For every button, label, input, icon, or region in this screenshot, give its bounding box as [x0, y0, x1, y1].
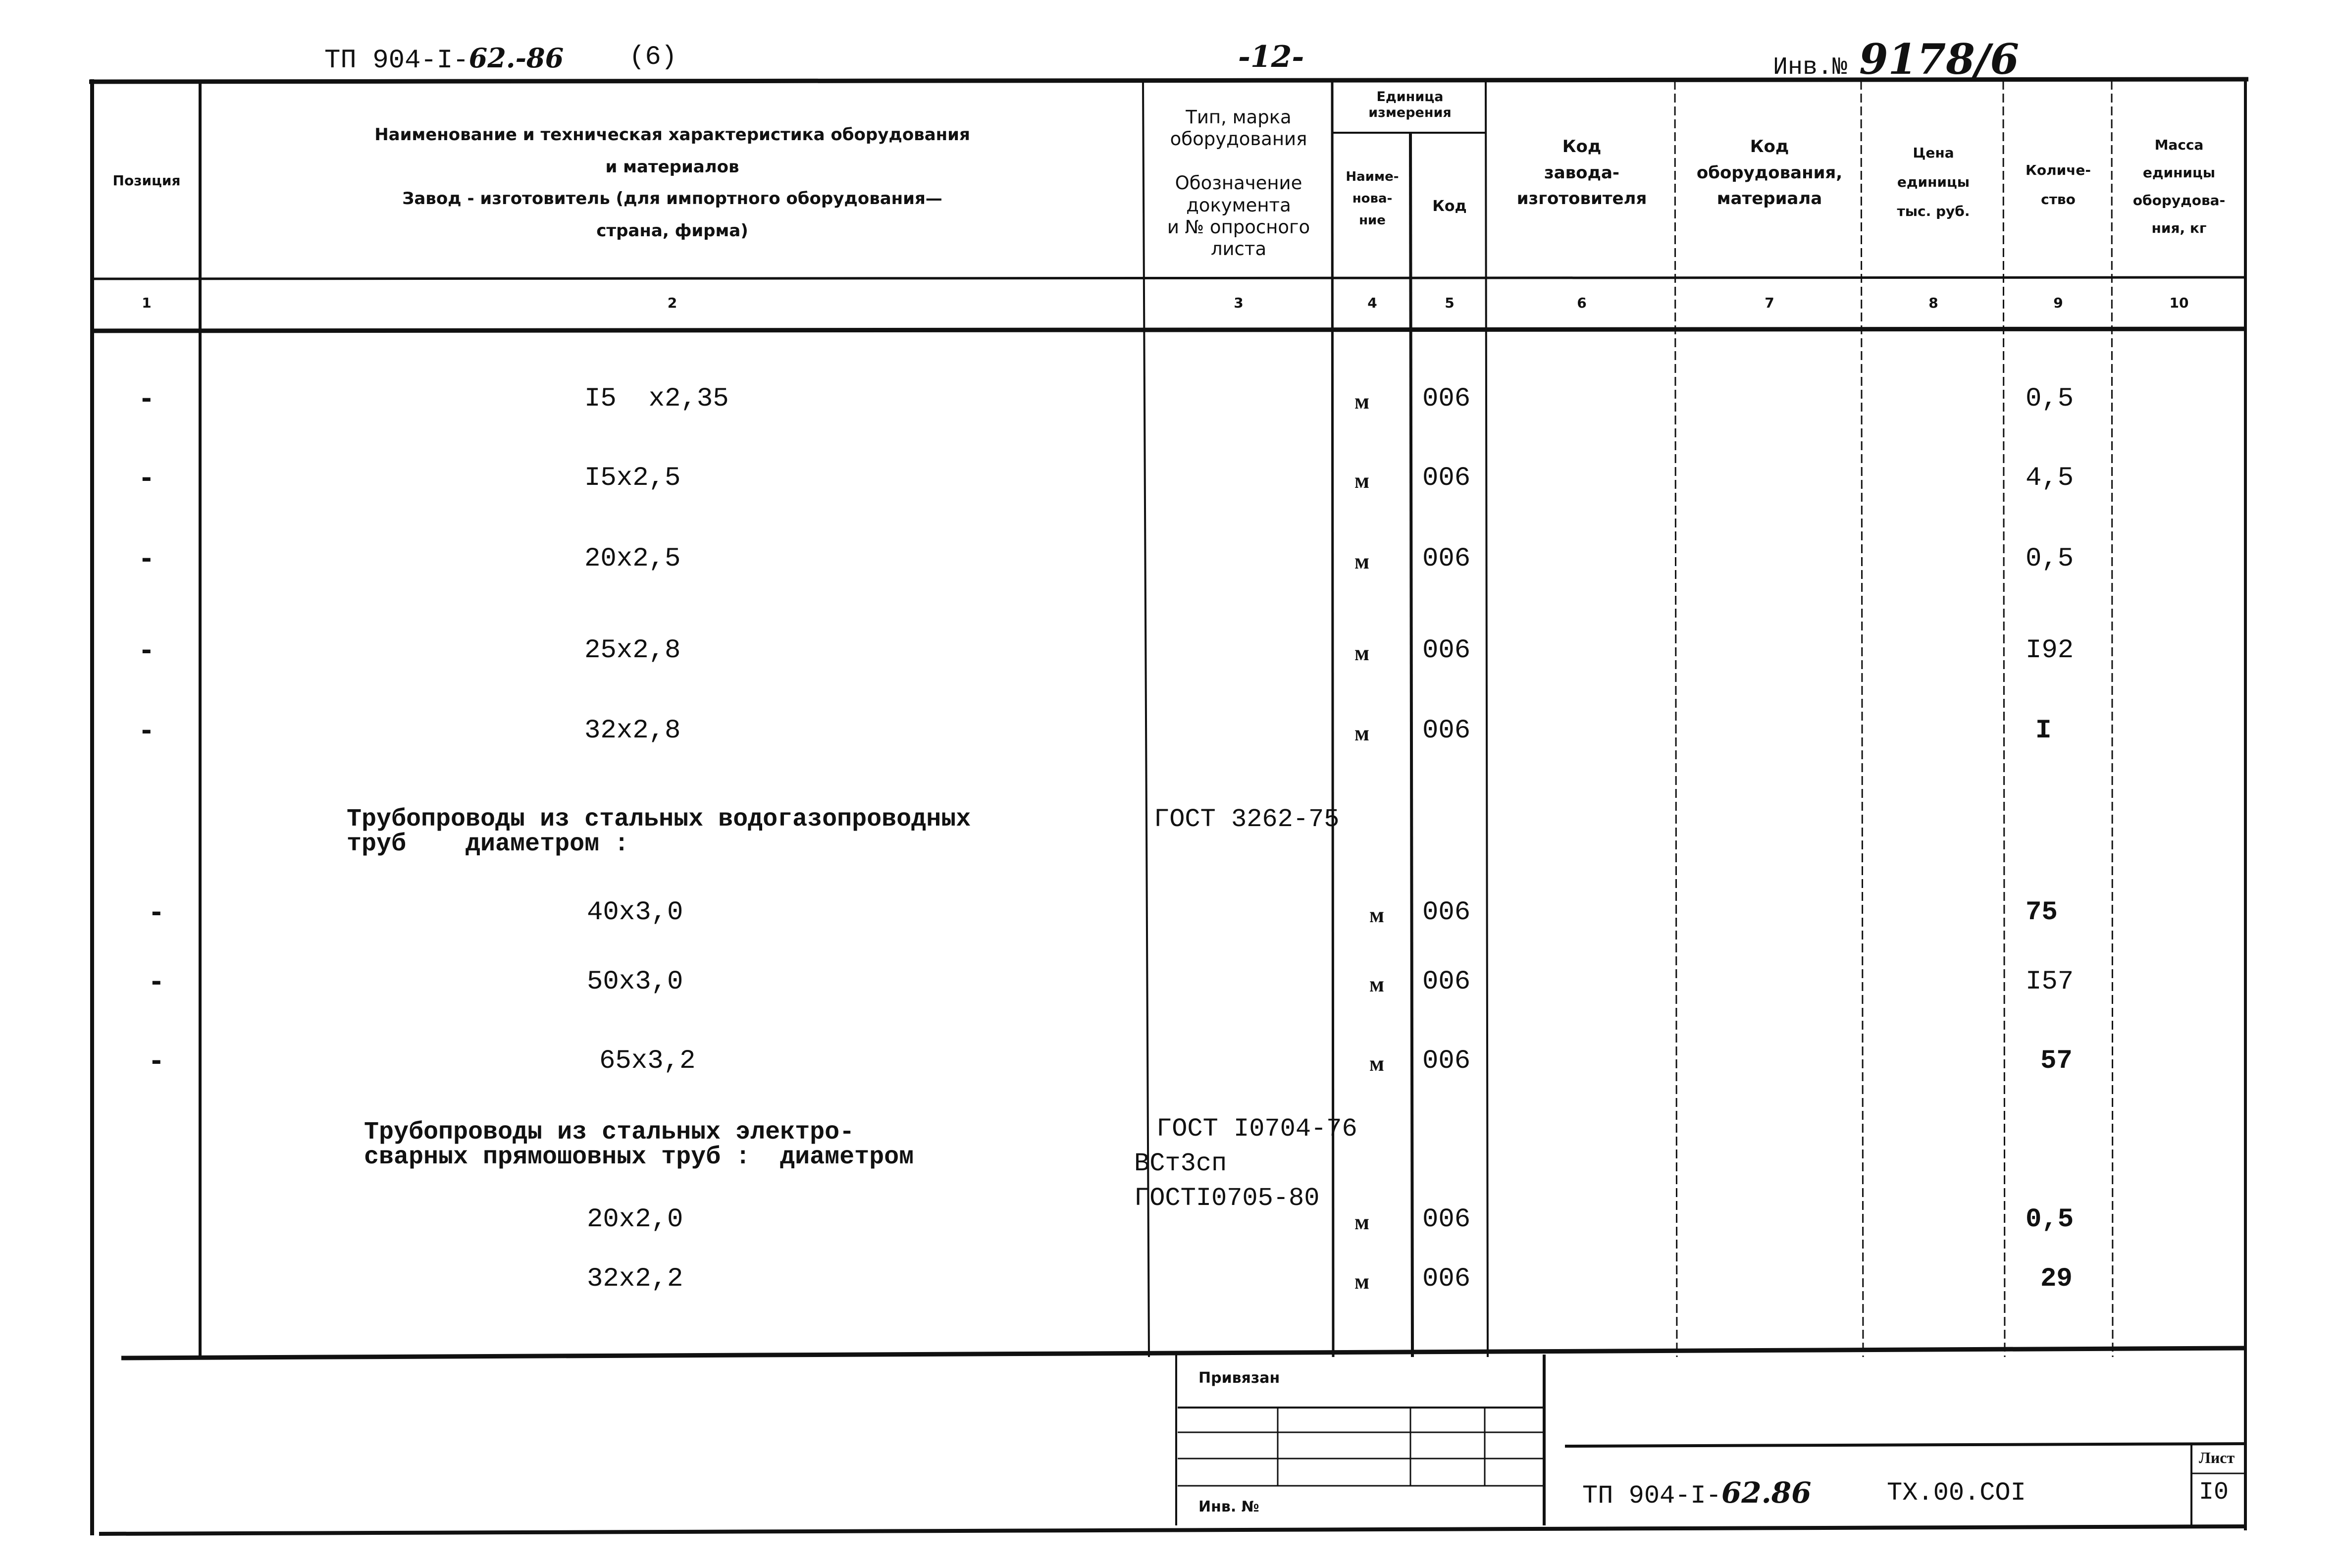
row-unit: м [1369, 1051, 1384, 1076]
section-type-gost: ГОСТ I0704-76 [1156, 1114, 1357, 1144]
col-header-equipment-code: Код оборудования, материала [1696, 137, 1843, 209]
col-header-price: Цена единицы тыс. руб. [1897, 145, 1970, 219]
row-quantity: 57 [2040, 1046, 2073, 1076]
row-quantity: 29 [2040, 1264, 2073, 1294]
col-number-1: 1 [142, 295, 152, 311]
col-number-4: 4 [1367, 295, 1377, 311]
row-name: 40x3,0 [587, 897, 683, 928]
row-name: 50x3,0 [587, 967, 683, 997]
row-position: - [141, 544, 152, 574]
section-type-steel: ВСт3сп [1134, 1149, 1227, 1178]
stamp-inv-label: Инв. № [1198, 1498, 1259, 1516]
doc-code-handwritten: 62.-86 [468, 42, 564, 74]
col-number-7: 7 [1765, 295, 1774, 311]
row-unit: м [1354, 1269, 1369, 1294]
row-name: I5 x2,35 [584, 384, 729, 414]
col-header-quantity: Количе- ство [2025, 162, 2091, 208]
col-header-unit-group: Единица измерения [1368, 89, 1452, 121]
row-name: 25x2,8 [584, 635, 681, 666]
col-number-2: 2 [667, 295, 677, 311]
inv-number: 9178/6 [1859, 35, 2019, 84]
row-quantity: I92 [2026, 635, 2074, 666]
sheet-paren: (6) [629, 42, 677, 72]
section-type-gost: ГОСТ 3262-75 [1154, 805, 1340, 834]
row-unit-code: 006 [1422, 897, 1471, 928]
col-number-8: 8 [1928, 295, 1938, 311]
col-number-10: 10 [2169, 295, 2189, 311]
col-header-unit-code: Код [1432, 198, 1467, 215]
page-number: -12- [1238, 40, 1304, 74]
row-quantity: 0,5 [2026, 544, 2074, 574]
inventory-number [1773, 35, 2019, 84]
row-name: I5x2,5 [584, 463, 681, 493]
section-heading-line2: труб диаметром : [347, 830, 629, 858]
row-unit: м [1354, 1210, 1369, 1234]
col-number-5: 5 [1445, 295, 1455, 311]
row-name: 65x3,2 [599, 1046, 696, 1076]
row-unit: м [1369, 972, 1384, 996]
row-position: - [141, 716, 152, 745]
section-heading-line1: Трубопроводы из стальных электро- [364, 1118, 855, 1147]
col-header-unit-name: Наиме- нова- ние [1346, 169, 1399, 228]
doc-code [324, 42, 564, 76]
stamp-code-prefix: ТП 904-I- [1582, 1481, 1721, 1511]
row-unit: м [1354, 389, 1369, 414]
row-position: - [141, 463, 152, 493]
row-unit: м [1354, 721, 1369, 745]
row-position: - [151, 1046, 162, 1076]
row-name: 32x2,8 [584, 716, 681, 746]
row-unit: м [1354, 549, 1369, 574]
row-name: 20x2,5 [584, 544, 681, 574]
row-position: - [151, 897, 162, 927]
row-position: - [141, 384, 152, 414]
row-unit-code: 006 [1422, 1046, 1471, 1076]
col-header-type: Тип, марка оборудования Обозначение документа и № опросного листа [1167, 106, 1310, 260]
row-position: - [141, 635, 152, 665]
row-quantity: 0,5 [2026, 1204, 2074, 1235]
row-unit-code: 006 [1422, 1204, 1471, 1235]
row-quantity: 0,5 [2026, 384, 2074, 414]
row-unit-code: 006 [1422, 544, 1471, 574]
col-number-3: 3 [1234, 295, 1244, 311]
section-heading-line2: сварных прямошовных труб : диаметром [364, 1143, 914, 1171]
col-header-mass: Масса единицы оборудова- ния, кг [2132, 137, 2226, 236]
row-unit-code: 006 [1422, 967, 1471, 997]
row-unit-code: 006 [1422, 463, 1471, 493]
row-name: 32x2,2 [587, 1264, 683, 1294]
row-unit-code: 006 [1422, 384, 1471, 414]
row-unit-code: 006 [1422, 1264, 1471, 1294]
stamp-code-suffix: ТХ.00.СОI [1887, 1478, 2026, 1508]
doc-code-prefix: ТП 904-I- [324, 46, 469, 76]
row-quantity: 4,5 [2026, 463, 2074, 493]
row-unit: м [1369, 903, 1384, 927]
row-unit-code: 006 [1422, 635, 1471, 666]
col-number-9: 9 [2053, 295, 2063, 311]
row-name: 20x2,0 [587, 1204, 683, 1235]
stamp-code-handwritten: 62.86 [1721, 1476, 1812, 1510]
row-unit-code: 006 [1422, 716, 1471, 746]
inv-label: Инв.№ [1773, 53, 1848, 82]
stamp-sheet-label: Лист [2199, 1449, 2235, 1466]
section-heading-line1: Трубопроводы из стальных водогазопроводных [347, 805, 971, 834]
stamp-sheet-number: I0 [2199, 1478, 2229, 1507]
col-header-position: Позиция [112, 172, 181, 189]
row-unit: м [1354, 641, 1369, 665]
col-number-6: 6 [1577, 295, 1587, 311]
stamp-privyazan-label: Привязан [1198, 1369, 1280, 1387]
stamp-doc-code [1582, 1476, 1811, 1511]
row-unit: м [1354, 469, 1369, 493]
section-type-gost: ГОСТI0705-80 [1134, 1184, 1320, 1213]
row-position: - [151, 967, 162, 996]
col-header-name: Наименование и техническая характеристика оборудования и материалов Завод - изготовитель (для импортного оборудования— страна, фирма) [374, 125, 970, 241]
row-quantity: I [2035, 716, 2052, 746]
row-quantity: I57 [2026, 967, 2074, 997]
col-header-factory-code: Код завода- изготовителя [1516, 137, 1647, 209]
row-quantity: 75 [2026, 897, 2058, 928]
